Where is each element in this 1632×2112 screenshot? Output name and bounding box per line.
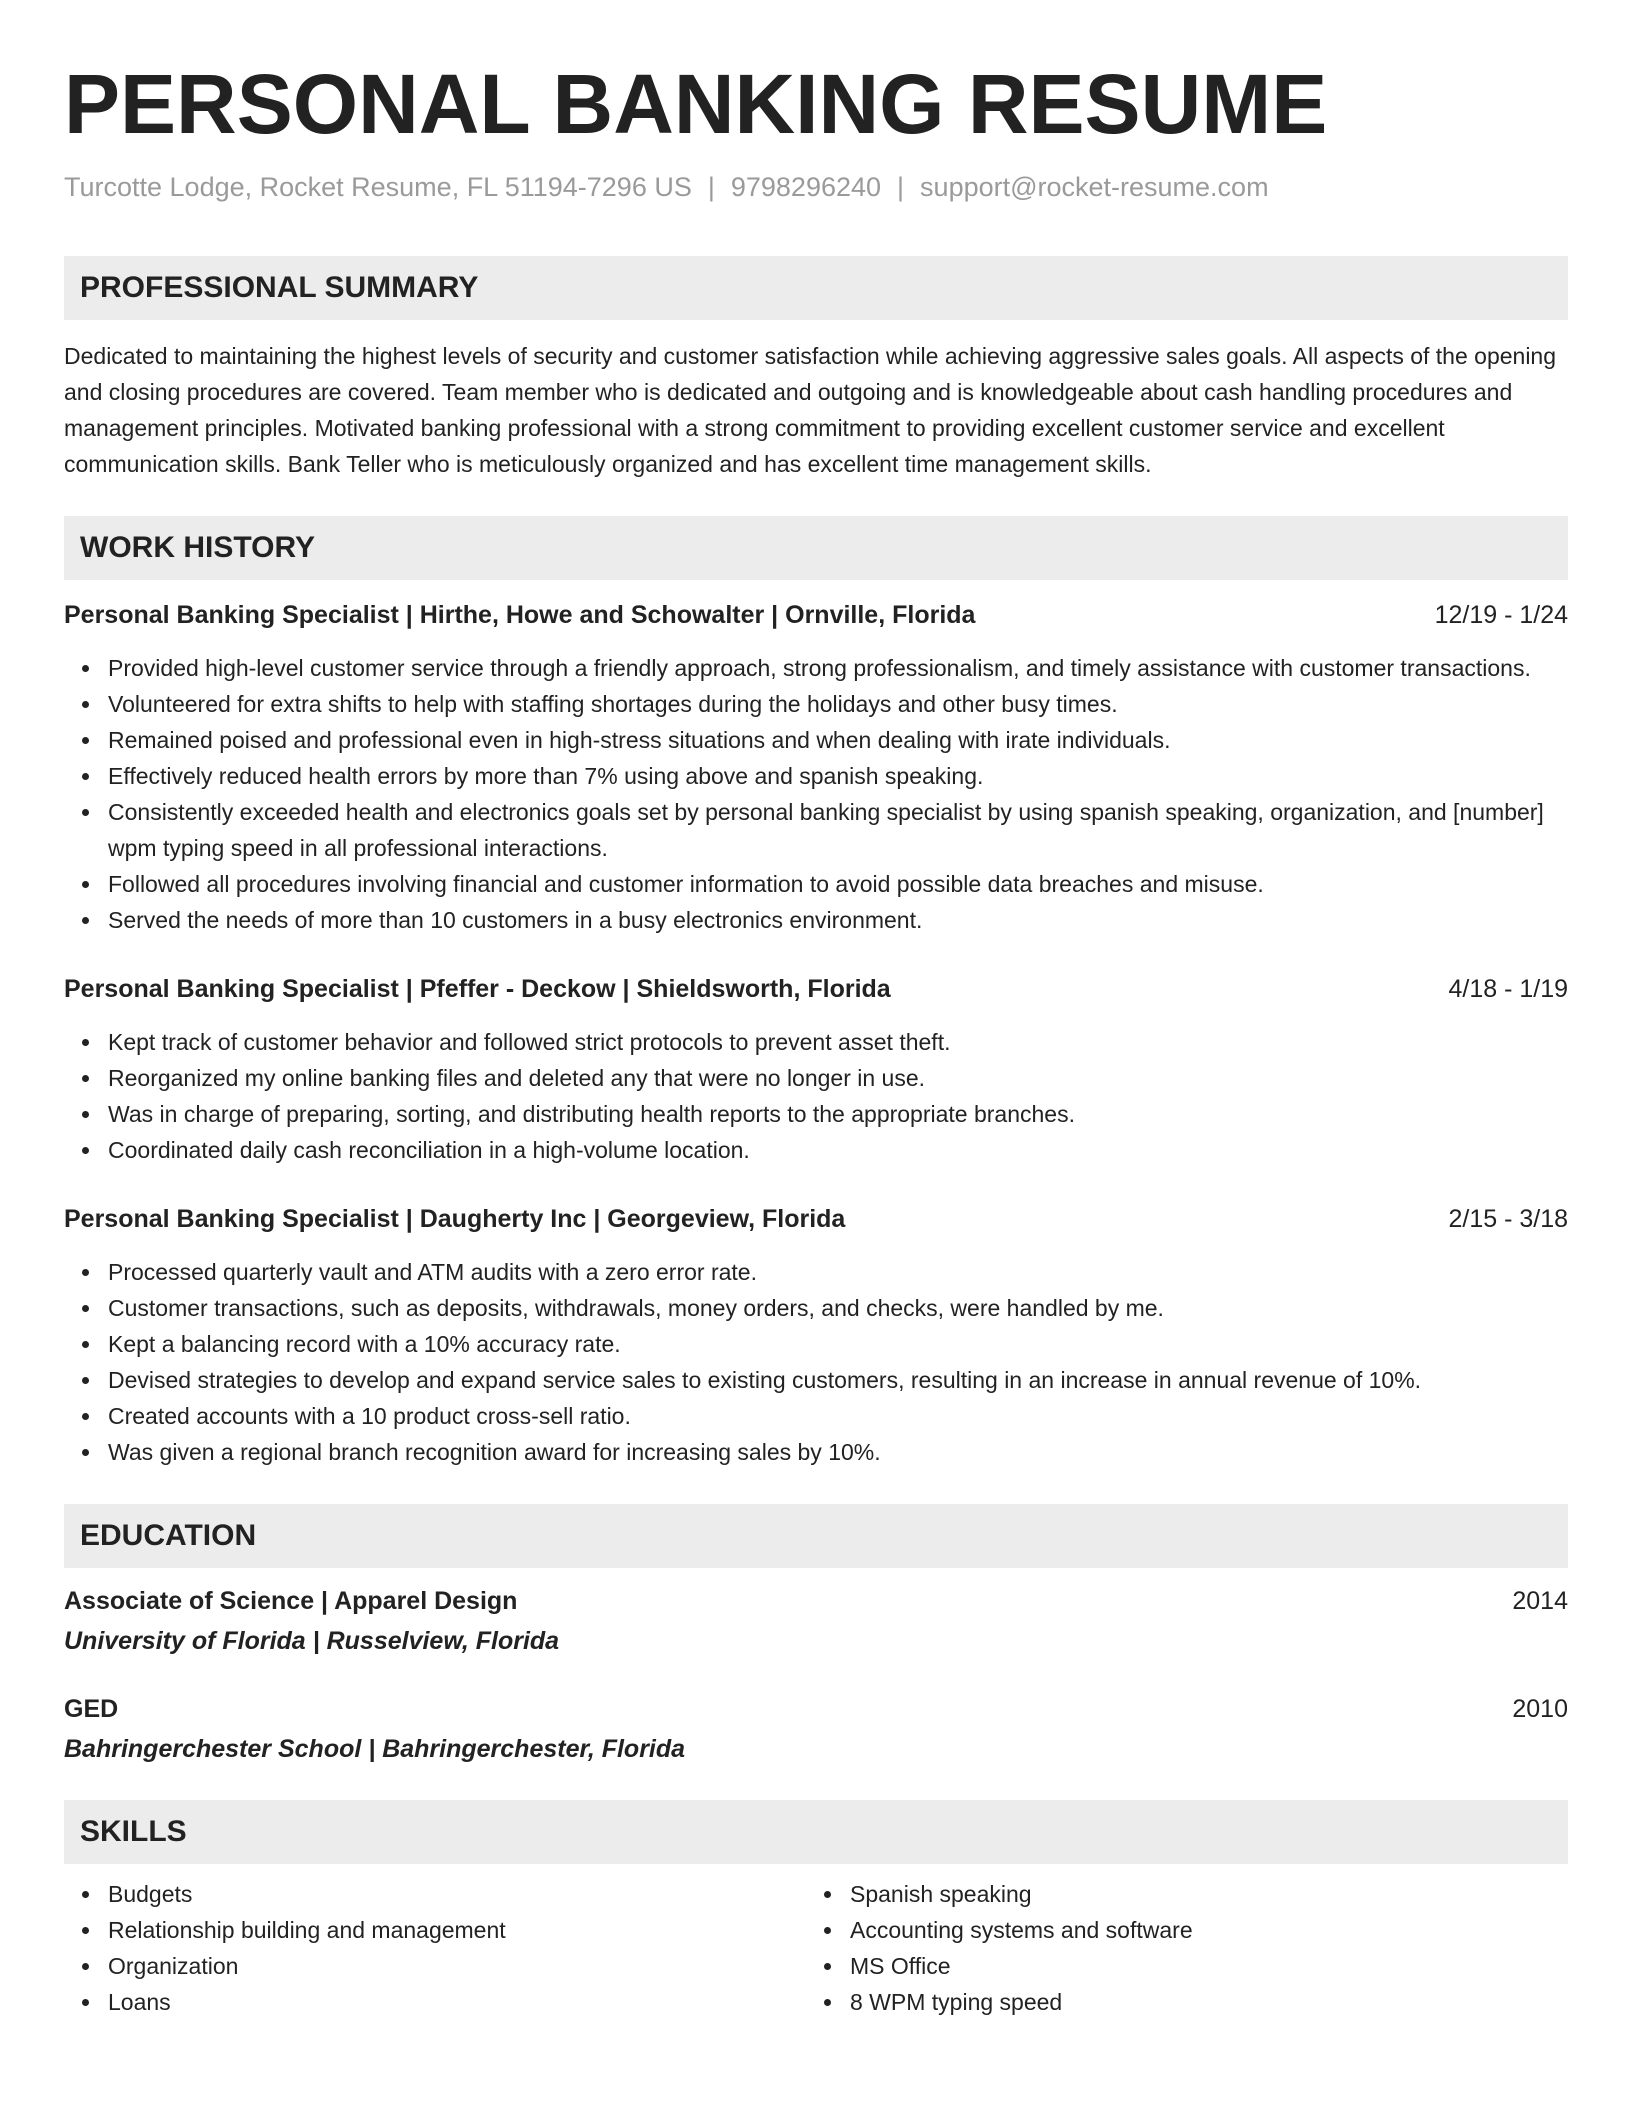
resume-title: PERSONAL BANKING RESUME [64,57,1328,151]
education-degree: GED [64,1695,119,1723]
job-bullet: Remained poised and professional even in high-stress situations and when dealing with irate individuals. [64,722,1568,758]
job-title: Personal Banking Specialist | Pfeffer - Deckow | Shieldsworth, Florida [64,975,891,1003]
skill-item: 8 WPM typing speed [806,1984,1568,2020]
education-year: 2014 [1512,1587,1568,1615]
job-bullet: Consistently exceeded health and electronics goals set by personal banking specialist by using spanish speaking, organization, and [number] wpm typing speed in all professional interactions. [64,794,1568,866]
skills-list [64,1876,1568,2020]
job-bullet: Volunteered for extra shifts to help with staffing shortages during the holidays and other busy times. [64,686,1568,722]
skills-column-right [806,1876,1568,2020]
education-school: Bahringerchester School | Bahringerchester, Florida [64,1735,686,1763]
job-header [64,972,1568,1006]
skills-column-left [64,1876,806,2020]
section-heading-skills: SKILLS [64,1800,1568,1864]
job-entry [64,1202,1568,1470]
section-heading-education: EDUCATION [64,1504,1568,1568]
skill-item: Spanish speaking [806,1876,1568,1912]
skill-item: Budgets [64,1876,806,1912]
education-school: University of Florida | Russelview, Florida [64,1627,560,1655]
education-header [64,1692,1568,1726]
job-bullet: Created accounts with a 10 product cross-sell ratio. [64,1398,1568,1434]
section-heading-work-history: WORK HISTORY [64,516,1568,580]
job-bullet: Devised strategies to develop and expand service sales to existing customers, resulting in an increase in annual revenue of 10%. [64,1362,1568,1398]
job-header [64,598,1568,632]
job-title: Personal Banking Specialist | Hirthe, Howe and Schowalter | Ornville, Florida [64,601,976,629]
contact-line [64,170,1568,204]
education-entry [64,1692,1568,1766]
job-bullets [64,1254,1568,1470]
education-degree: Associate of Science | Apparel Design [64,1587,518,1615]
summary-text: Dedicated to maintaining the highest levels of security and customer satisfaction while achieving aggressive sales goals. All aspects of the opening and closing procedures are covered. Team member who is dedicated and outgoing and is knowledgeable about cash handling procedures and management principles. Motivated banking professional with a strong commitment to providing excellent customer service and excellent communication skills. Bank Teller who is meticulously organized and has excellent time management skills. [64,343,1557,477]
job-bullet: Kept a balancing record with a 10% accuracy rate. [64,1326,1568,1362]
job-dates: 12/19 - 1/24 [1434,601,1568,629]
job-bullets [64,650,1568,938]
job-bullet: Was in charge of preparing, sorting, and distributing health reports to the appropriate branches. [64,1096,1568,1132]
skill-item: MS Office [806,1948,1568,1984]
contact-separator: | [707,172,715,202]
education-header [64,1584,1568,1618]
job-entry [64,598,1568,938]
job-bullet: Served the needs of more than 10 customers in a busy electronics environment. [64,902,1568,938]
job-bullet: Reorganized my online banking files and deleted any that were no longer in use. [64,1060,1568,1096]
job-bullets [64,1024,1568,1168]
contact-address: Turcotte Lodge, Rocket Resume, FL 51194-7296 US [64,172,692,202]
contact-separator: | [897,172,905,202]
job-bullet: Coordinated daily cash reconciliation in a high-volume location. [64,1132,1568,1168]
contact-email: support@rocket-resume.com [920,172,1269,202]
job-dates: 4/18 - 1/19 [1448,975,1568,1003]
education-year: 2010 [1512,1695,1568,1723]
job-bullet: Effectively reduced health errors by more than 7% using above and spanish speaking. [64,758,1568,794]
job-header [64,1202,1568,1236]
job-bullet: Kept track of customer behavior and followed strict protocols to prevent asset theft. [64,1024,1568,1060]
skill-item: Relationship building and management [64,1912,806,1948]
job-bullet: Customer transactions, such as deposits, withdrawals, money orders, and checks, were handled by me. [64,1290,1568,1326]
job-bullet: Provided high-level customer service through a friendly approach, strong professionalism, and timely assistance with customer transactions. [64,650,1568,686]
skill-item: Organization [64,1948,806,1984]
job-bullet: Processed quarterly vault and ATM audits with a zero error rate. [64,1254,1568,1290]
job-bullet: Followed all procedures involving financial and customer information to avoid possible data breaches and misuse. [64,866,1568,902]
job-title: Personal Banking Specialist | Daugherty Inc | Georgeview, Florida [64,1205,846,1233]
skill-item: Accounting systems and software [806,1912,1568,1948]
section-heading-summary: PROFESSIONAL SUMMARY [64,256,1568,320]
contact-phone: 9798296240 [730,172,882,202]
job-entry [64,972,1568,1168]
job-dates: 2/15 - 3/18 [1448,1205,1568,1233]
skill-item: Loans [64,1984,806,2020]
education-entry [64,1584,1568,1658]
job-bullet: Was given a regional branch recognition award for increasing sales by 10%. [64,1434,1568,1470]
